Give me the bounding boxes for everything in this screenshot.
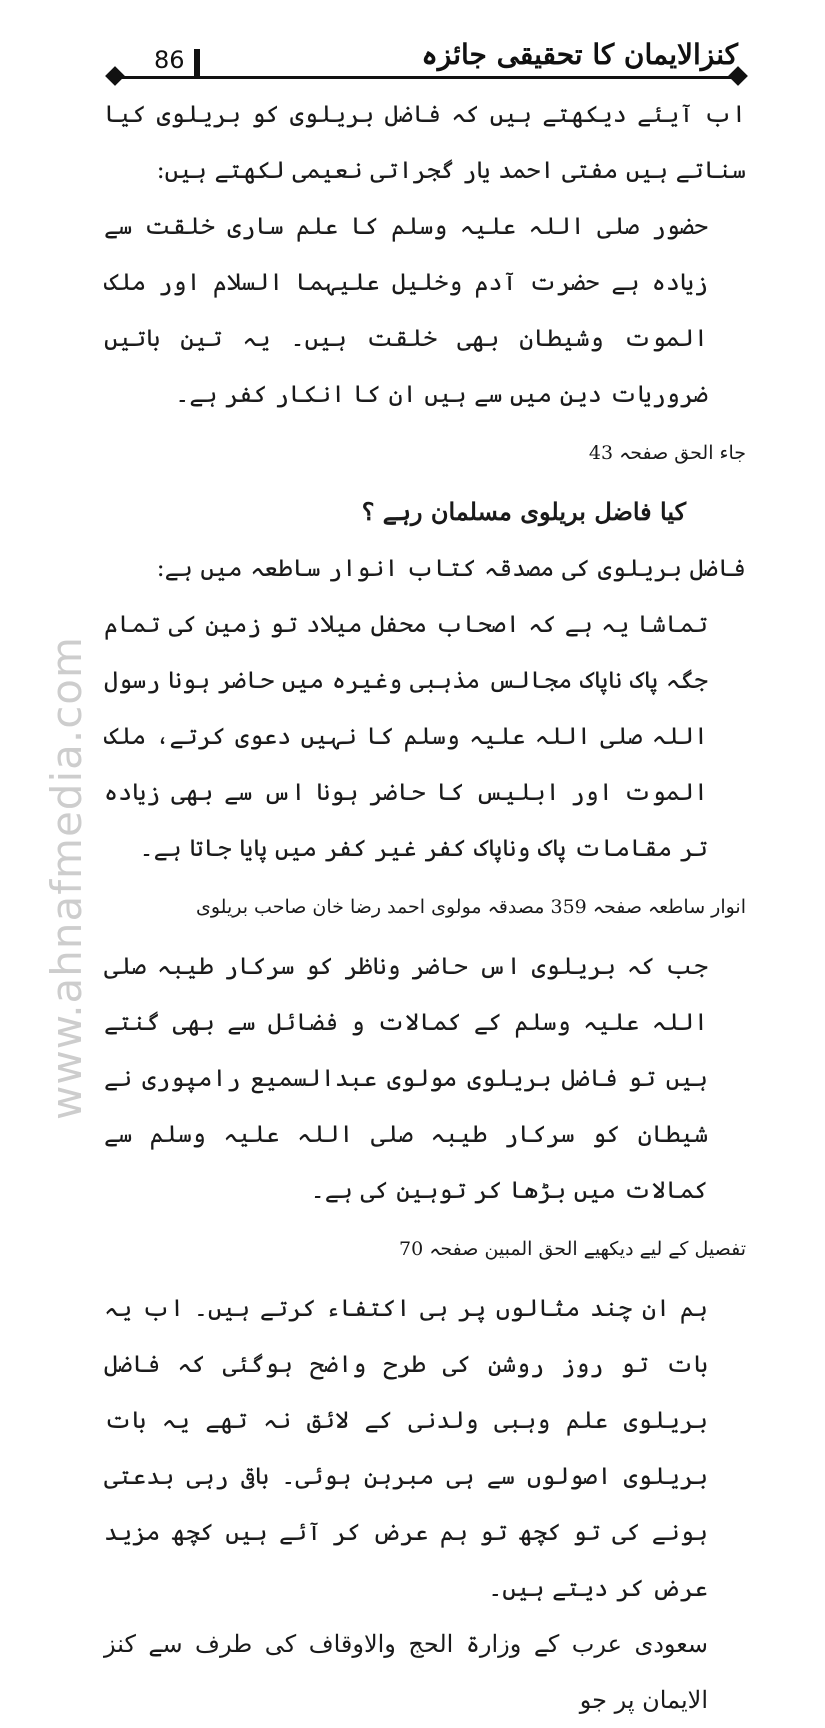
header-rule bbox=[112, 76, 740, 79]
quote-paragraph-1: حضور صلی اللہ علیہ وسلم کا علم ساری خلقت سے زیادہ ہے حضرت آدم وخلیل علیہما السلام اور ملک الموت وشیطان بھی خلقت ہیں۔ یہ تین باتیں ضروریات دین میں سے ہیں ان کا انکار کفر ہے۔ bbox=[104, 212, 708, 408]
paragraph-5: سعودی عرب کے وزارۃ الحج والاوقاف کی طرف سے کنز الایمان پر جو bbox=[104, 1630, 708, 1714]
page-number-divider bbox=[194, 49, 200, 77]
watermark: www.ahnafmedia.com bbox=[42, 636, 91, 1120]
paragraph-3: جب کہ بریلوی اس حاضر وناظر کو سرکار طیبہ صلی اللہ علیہ وسلم کے کمالات و فضائل سے بھی گنتے ہیں تو فاضل بریلوی مولوی عبدالسمیع رامپوری نے شیطان کو سرکار طیبہ صلی اللہ علیہ وسلم سے کمالات میں بڑھا کر توہین کی ہے۔ bbox=[104, 952, 708, 1204]
paragraph-4: ہم ان چند مثالوں پر ہی اکتفاء کرتے ہیں۔ اب یہ بات تو روز روشن کی طرح واضح ہوگئی کہ فاضل بریلوی علم وہبی ولدنی کے لائق نہ تھے یہ بات بریلوی اصولوں سے ہی مبرہن ہوئی۔ باقی رہی بدعتی ہونے کی تو کچھ تو ہم عرض کر آئے ہیں کچھ مزید عرض کر دیتے ہیں۔ bbox=[104, 1294, 708, 1602]
reference-3: تفصیل کے لیے دیکھیے الحق المبین صفحہ 70 bbox=[399, 1238, 746, 1260]
reference-2: انوار ساطعہ صفحہ 359 مصدقہ مولوی احمد رضا خان صاحب بریلوی bbox=[195, 896, 746, 918]
page-number: 86 bbox=[154, 46, 185, 74]
anwar-intro: فاضل بریلوی کی مصدقہ کتاب انوار ساطعہ میں ہے: bbox=[156, 554, 746, 582]
page-body bbox=[104, 86, 746, 1714]
section-question: کیا فاضل بریلوی مسلمان رہے ؟ bbox=[361, 497, 686, 526]
quote-paragraph-2: تماشا یہ ہے کہ اصحاب محفل میلاد تو زمین کی تمام جگہ پاک ناپاک مجالس مذہبی وغیرہ میں حاضر ہونا رسول اللہ صلی اللہ علیہ وسلم کا نہیں دعوی کرتے، ملک الموت اور ابلیس کا حاضر ہونا اس سے بھی زیادہ تر مقامات پاک وناپاک کفر غیر کفر میں پایا جاتا ہے۔ bbox=[104, 610, 708, 862]
book-title: کنزالایمان کا تحقیقی جائزہ bbox=[421, 38, 738, 71]
intro-paragraph: اب آیئے دیکھتے ہیں کہ فاضل بریلوی کو بریلوی کیا سناتے ہیں مفتی احمد یار گجراتی نعیمی لکھتے ہیں: bbox=[104, 100, 746, 184]
reference-1: جاء الحق صفحہ 43 bbox=[588, 442, 746, 464]
